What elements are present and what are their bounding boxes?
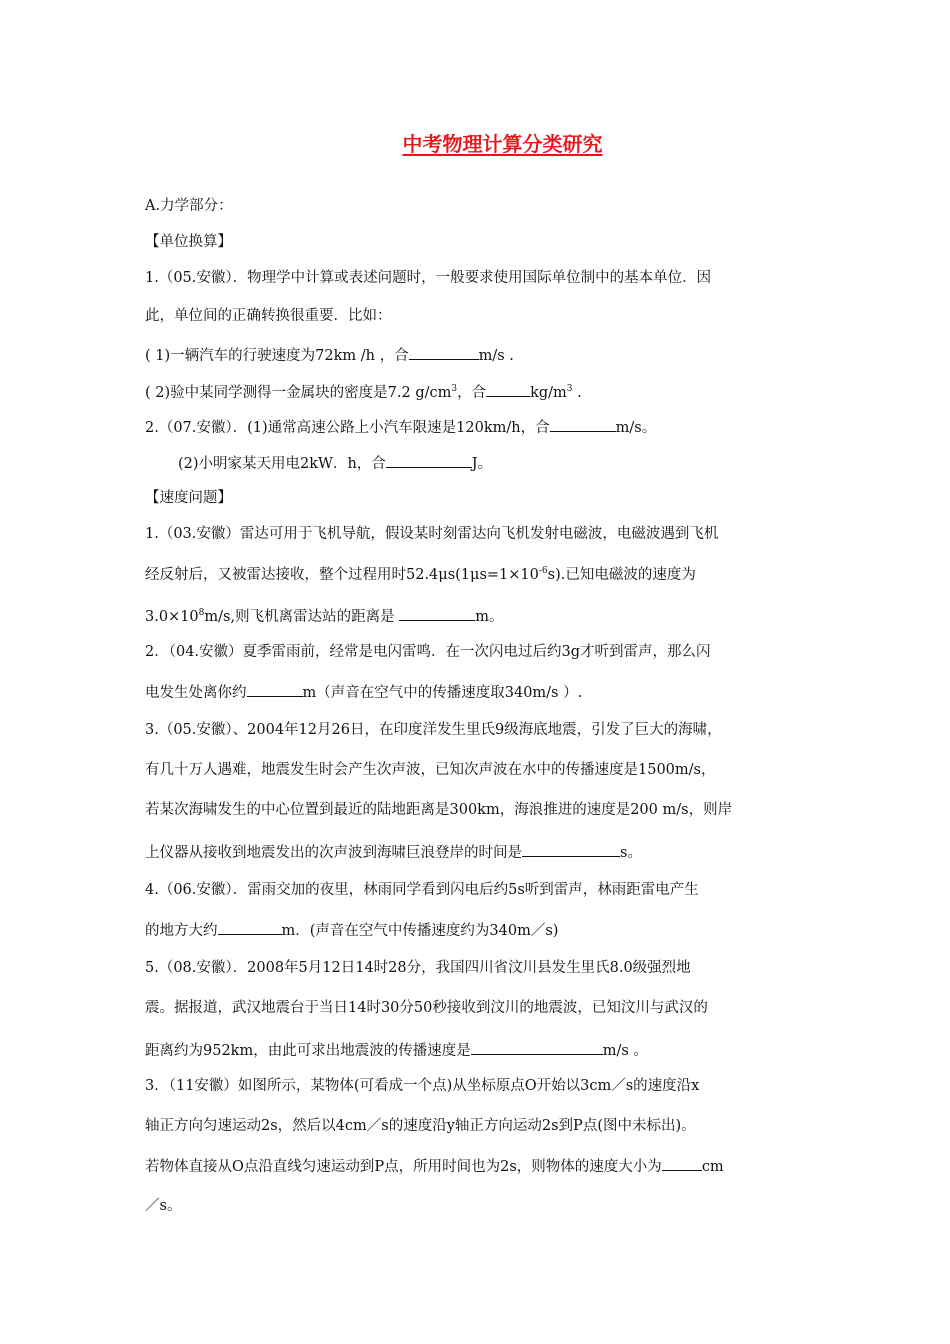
unit-q2-sub2-text: (2)小明家某天用电2kW．h，合 — [178, 456, 386, 472]
unit-q1-sub1-unit: m/s . — [478, 348, 514, 364]
speed-q2-line2 — [145, 682, 582, 703]
speed-q6-line2: 轴正方向匀速运动2s，然后以4cm／s的速度沿y轴正方向运动2s到P点(图中未标出)。 — [145, 1118, 696, 1134]
unit-q1-sub2-end: . — [572, 385, 582, 401]
speed-q6-line3-unit: cm — [701, 1159, 724, 1175]
superscript: 3 — [566, 384, 573, 394]
page-title: 中考物理计算分类研究 — [402, 132, 603, 156]
speed-q4-line2 — [145, 920, 558, 941]
speed-q2-line1: 2．（04.安徽）夏季雷雨前，经常是电闪雷鸣．在一次闪电过后约3g才听到雷声，那么闪 — [145, 644, 711, 660]
unit-q1-sub1-text: ( 1)一辆汽车的行驶速度为72km /h ，合 — [145, 348, 409, 364]
speed-q1-line3-text2: m/s,则飞机离雷达站的距离是 — [204, 609, 400, 625]
unit-q1-line1: 1.（05.安徽）．物理学中计算或表述问题时，一般要求使用国际单位制中的基本单位．因 — [145, 270, 712, 286]
unit-q2-sub2-unit: J。 — [471, 456, 493, 472]
answer-blank[interactable] — [386, 453, 472, 468]
answer-blank[interactable] — [550, 417, 616, 432]
superscript: 3 — [451, 384, 458, 394]
unit-q1-sub2-text2: ，合 — [457, 385, 487, 401]
speed-q6-line1: 3．（11安徽）如图所示，某物体(可看成一个点)从坐标原点O开始以3cm／s的速度沿x — [145, 1078, 700, 1094]
unit-q2-sub2 — [178, 453, 492, 474]
speed-q5-line3 — [145, 1040, 648, 1061]
answer-blank[interactable] — [409, 345, 479, 360]
speed-q4-line2-text2: m．(声音在空气中传播速度约为340m／s) — [281, 923, 559, 939]
speed-q3-line1: 3.（05.安徽）、2004年12月26日，在印度洋发生里氏9级海底地震，引发了巨大的海啸， — [145, 722, 722, 738]
superscript: 8 — [198, 608, 205, 618]
answer-blank[interactable] — [486, 382, 530, 397]
superscript: -6 — [538, 566, 548, 576]
speed-q1-line3-unit: m。 — [475, 609, 504, 625]
unit-q1-sub1 — [145, 345, 514, 366]
speed-q5-line3-unit: m/s 。 — [602, 1043, 648, 1059]
answer-blank[interactable] — [399, 606, 475, 621]
speed-q6-line3 — [145, 1156, 724, 1177]
speed-q5-line1: 5.（08.安徽）．2008年5月12日14时28分，我国四川省汶川县发生里氏8.0级强烈地 — [145, 960, 691, 976]
speed-q3-line4-unit: s。 — [620, 845, 642, 861]
answer-blank[interactable] — [471, 1040, 603, 1055]
speed-q2-line2-text2: m（声音在空气中的传播速度取340m/s ）. — [302, 685, 583, 701]
speed-q1-line2-text: 经反射后，又被雷达接收，整个过程用时52.4μs(1μs=1×10 — [145, 567, 539, 583]
answer-blank[interactable] — [522, 842, 620, 857]
unit-q2-text: 2.（07.安徽）．(1)通常高速公路上小汽车限速是120km/h，合 — [145, 420, 550, 436]
unit-q2 — [145, 417, 656, 438]
speed-q3-line2: 有几十万人遇难，地震发生时会产生次声波，已知次声波在水中的传播速度是1500m/s， — [145, 762, 716, 778]
subsection-heading-unit-conversion: 【单位换算】 — [145, 234, 232, 250]
answer-blank[interactable] — [247, 682, 303, 697]
speed-q5-line2: 震。据报道，武汉地震台于当日14时30分50秒接收到汶川的地震波，已知汶川与武汉的 — [145, 1000, 708, 1016]
speed-q1-line2 — [145, 565, 696, 585]
answer-blank[interactable] — [218, 920, 282, 935]
unit-q1-line2: 此，单位间的正确转换很重要．比如： — [145, 308, 392, 324]
unit-q1-sub2 — [145, 382, 582, 403]
unit-q1-sub2-text: ( 2)验中某同学测得一金属块的密度是7.2 g/cm — [145, 385, 452, 401]
unit-q1-sub2-unit: kg/m — [530, 385, 567, 401]
speed-q6-line3-text: 若物体直接从O点沿直线匀速运动到P点，所用时间也为2s，则物体的速度大小为 — [145, 1159, 662, 1175]
speed-q3-line4-text: 上仪器从接收到地震发出的次声波到海啸巨浪登岸的时间是 — [145, 845, 522, 861]
speed-q1-line2-text2: s).已知电磁波的速度为 — [547, 567, 696, 583]
answer-blank[interactable] — [662, 1156, 702, 1171]
speed-q4-line1: 4.（06.安徽）．雷雨交加的夜里，林雨同学看到闪电后约5s听到雷声，林雨距雷电产生 — [145, 882, 699, 898]
section-heading-mechanics: A.力学部分： — [145, 198, 233, 214]
speed-q5-line3-text: 距离约为952km，由此可求出地震波的传播速度是 — [145, 1043, 471, 1059]
unit-q2-unit: m/s。 — [615, 420, 657, 436]
speed-q6-line4: ／s。 — [145, 1198, 182, 1214]
speed-q3-line4 — [145, 842, 642, 863]
subsection-heading-speed: 【速度问题】 — [145, 490, 232, 506]
speed-q4-line2-text: 的地方大约 — [145, 923, 218, 939]
speed-q1-line3-text: 3.0×10 — [145, 609, 199, 625]
speed-q1-line1: 1.（03.安徽）雷达可用于飞机导航，假设某时刻雷达向飞机发射电磁波，电磁波遇到飞机 — [145, 526, 719, 542]
speed-q2-line2-text: 电发生处离你约 — [145, 685, 247, 701]
speed-q3-line3: 若某次海啸发生的中心位置到最近的陆地距离是300km，海浪推进的速度是200 m/s，则岸 — [145, 802, 733, 818]
speed-q1-line3 — [145, 606, 503, 627]
